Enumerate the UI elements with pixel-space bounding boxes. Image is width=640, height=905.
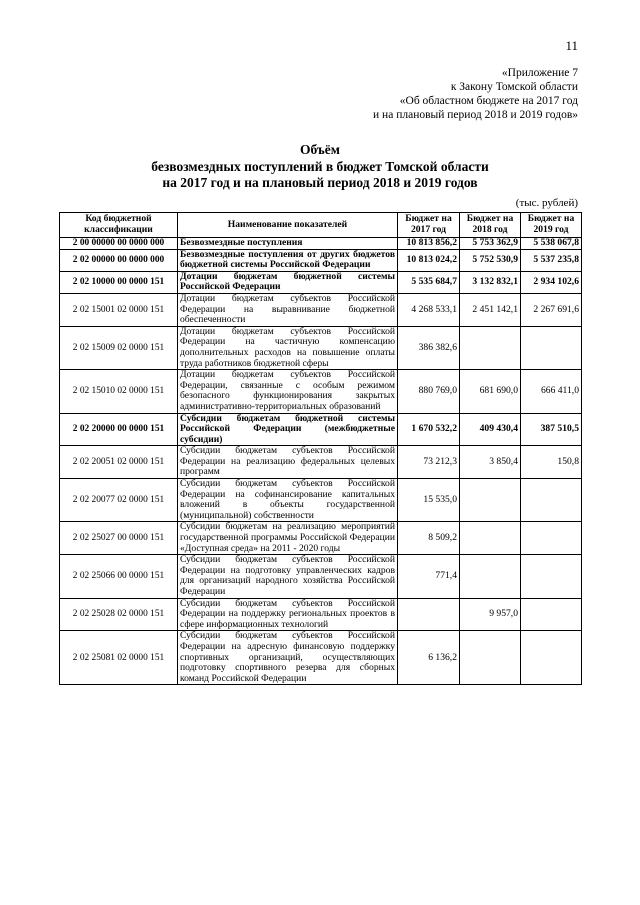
- budget-2017-cell: 73 212,3: [398, 446, 460, 479]
- table-row: [60, 522, 582, 555]
- table-row: [60, 238, 582, 250]
- budget-2018-cell: [460, 479, 521, 522]
- name-cell: Субсидии бюджетам субъектов Российской Федерации на подготовку управленческих кадров для организаций народного хозяйства Российской Федерации: [178, 555, 398, 598]
- title-line-2: безвозмездных поступлений в бюджет Томской области: [151, 158, 489, 174]
- code-cell: 2 02 20077 02 0000 151: [60, 479, 178, 522]
- code-cell: 2 02 25028 02 0000 151: [60, 598, 178, 631]
- name-cell: Субсидии бюджетам на реализацию мероприятий государственной программы Российской Федерации «Доступная среда» на 2011 - 2020 годы: [178, 522, 398, 555]
- budget-table: [59, 212, 582, 685]
- table-row: [60, 293, 582, 326]
- table-row: [60, 271, 582, 293]
- units-label: (тыс. рублей): [515, 197, 578, 209]
- name-cell: Дотации бюджетам субъектов Российской Федерации на выравнивание бюджетной обеспеченности: [178, 293, 398, 326]
- table-row: [60, 413, 582, 446]
- annex-line-2: к Закону Томской области: [450, 81, 578, 93]
- annex-line-3: «Об областном бюджете на 2017 год: [399, 95, 578, 107]
- budget-2018-cell: 681 690,0: [460, 370, 521, 413]
- annex-line-1: «Приложение 7: [501, 67, 578, 79]
- table-row: [60, 446, 582, 479]
- budget-2019-cell: [521, 522, 582, 555]
- code-cell: 2 02 15010 02 0000 151: [60, 370, 178, 413]
- budget-2019-cell: [521, 598, 582, 631]
- header-2018: Бюджет на 2018 год: [460, 213, 521, 238]
- budget-2019-cell: 2 934 102,6: [521, 271, 582, 293]
- budget-2019-cell: [521, 555, 582, 598]
- title-line-3: на 2017 год и на плановый период 2018 и 2019 годов: [162, 175, 478, 190]
- budget-2017-cell: [398, 598, 460, 631]
- budget-2019-cell: [521, 479, 582, 522]
- budget-2018-cell: 5 752 530,9: [460, 249, 521, 271]
- annex-header: [373, 66, 578, 122]
- name-cell: Безвозмездные поступления от других бюджетов бюджетной системы Российской Федерации: [178, 249, 398, 271]
- name-cell: Субсидии бюджетам субъектов Российской Федерации на адресную финансовую поддержку спортивных организаций, осуществляющих подготовку спортивного резерва для сборных команд Российской Федерации: [178, 631, 398, 685]
- budget-2018-cell: [460, 631, 521, 685]
- title-line-1: Объём: [300, 142, 340, 157]
- name-cell: Субсидии бюджетам субъектов Российской Федерации на реализацию федеральных целевых программ: [178, 446, 398, 479]
- table-row: [60, 370, 582, 413]
- name-cell: Дотации бюджетам субъектов Российской Федерации, связанные с особым режимом безопасного функционирования закрытых административно-территориальных образований: [178, 370, 398, 413]
- table-row: [60, 326, 582, 369]
- budget-2018-cell: 5 753 362,9: [460, 238, 521, 250]
- budget-2017-cell: 880 769,0: [398, 370, 460, 413]
- budget-2017-cell: 771,4: [398, 555, 460, 598]
- budget-2018-cell: 3 850,4: [460, 446, 521, 479]
- name-cell: Дотации бюджетам субъектов Российской Федерации на частичную компенсацию дополнительных расходов на повышение оплаты труда работников бюджетной сферы: [178, 326, 398, 369]
- header-2019: Бюджет на 2019 год: [521, 213, 582, 238]
- name-cell: Дотации бюджетам бюджетной системы Российской Федерации: [178, 271, 398, 293]
- table-body: [60, 238, 582, 685]
- code-cell: 2 02 25081 02 0000 151: [60, 631, 178, 685]
- code-cell: 2 00 00000 00 0000 000: [60, 238, 178, 250]
- budget-2017-cell: 1 670 532,2: [398, 413, 460, 446]
- header-code: Код бюджетной классификации: [60, 213, 178, 238]
- name-cell: Субсидии бюджетам бюджетной системы Российской Федерации (межбюджетные субсидии): [178, 413, 398, 446]
- budget-2017-cell: 386 382,6: [398, 326, 460, 369]
- page-number: 11: [565, 38, 578, 53]
- budget-2018-cell: [460, 555, 521, 598]
- budget-2017-cell: 6 136,2: [398, 631, 460, 685]
- budget-2017-cell: 5 535 684,7: [398, 271, 460, 293]
- budget-2019-cell: 5 538 067,8: [521, 238, 582, 250]
- budget-2018-cell: [460, 326, 521, 369]
- budget-2019-cell: 150,8: [521, 446, 582, 479]
- budget-2018-cell: 2 451 142,1: [460, 293, 521, 326]
- code-cell: 2 02 20000 00 0000 151: [60, 413, 178, 446]
- budget-2019-cell: [521, 326, 582, 369]
- table-header: [60, 213, 582, 238]
- budget-2019-cell: 5 537 235,8: [521, 249, 582, 271]
- code-cell: 2 02 25066 00 0000 151: [60, 555, 178, 598]
- annex-line-4: и на плановый период 2018 и 2019 годов»: [373, 109, 578, 121]
- name-cell: Субсидии бюджетам субъектов Российской Федерации на софинансирование капитальных вложений в объекты государственной (муниципальной) собственности: [178, 479, 398, 522]
- code-cell: 2 02 15001 02 0000 151: [60, 293, 178, 326]
- code-cell: 2 02 15009 02 0000 151: [60, 326, 178, 369]
- code-cell: 2 02 00000 00 0000 000: [60, 249, 178, 271]
- name-cell: Субсидии бюджетам субъектов Российской Федерации на поддержку региональных проектов в сфере информационных технологий: [178, 598, 398, 631]
- table-row: [60, 479, 582, 522]
- budget-2018-cell: 409 430,4: [460, 413, 521, 446]
- code-cell: 2 02 25027 00 0000 151: [60, 522, 178, 555]
- budget-2017-cell: 4 268 533,1: [398, 293, 460, 326]
- budget-2019-cell: 666 411,0: [521, 370, 582, 413]
- budget-2017-cell: 8 509,2: [398, 522, 460, 555]
- budget-2019-cell: [521, 631, 582, 685]
- budget-2017-cell: 10 813 856,2: [398, 238, 460, 250]
- table-row: [60, 598, 582, 631]
- budget-2018-cell: 9 957,0: [460, 598, 521, 631]
- code-cell: 2 02 20051 02 0000 151: [60, 446, 178, 479]
- budget-2018-cell: 3 132 832,1: [460, 271, 521, 293]
- header-row: [60, 213, 582, 238]
- budget-2017-cell: 10 813 024,2: [398, 249, 460, 271]
- header-2017: Бюджет на 2017 год: [398, 213, 460, 238]
- table-row: [60, 631, 582, 685]
- document-title: [60, 142, 580, 192]
- header-name: Наименование показателей: [178, 213, 398, 238]
- table-row: [60, 555, 582, 598]
- budget-2017-cell: 15 535,0: [398, 479, 460, 522]
- table-row: [60, 249, 582, 271]
- budget-2018-cell: [460, 522, 521, 555]
- code-cell: 2 02 10000 00 0000 151: [60, 271, 178, 293]
- budget-2019-cell: 2 267 691,6: [521, 293, 582, 326]
- budget-2019-cell: 387 510,5: [521, 413, 582, 446]
- name-cell: Безвозмездные поступления: [178, 238, 398, 250]
